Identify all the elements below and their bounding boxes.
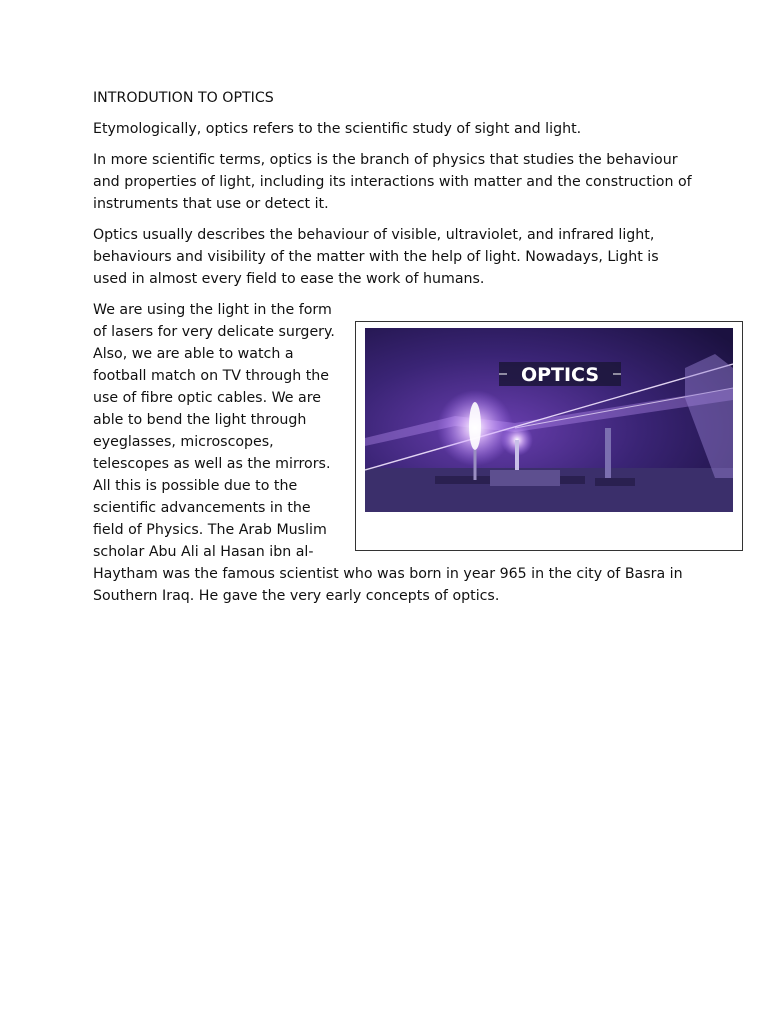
paragraph-behaviour: Optics usually describes the behaviour of visible, ultraviolet, and infrared light, behaviours and visibility of the matter with the help of light. Nowadays, Light is used in almost every field to ease the work of humans. bbox=[93, 227, 659, 287]
screen-holder bbox=[605, 428, 611, 480]
document-body bbox=[93, 87, 693, 616]
lamp-base bbox=[490, 470, 560, 486]
bulb-stand bbox=[515, 440, 519, 472]
document-title: INTRODUTION TO OPTICS bbox=[93, 90, 274, 106]
optics-figure bbox=[355, 321, 743, 551]
optics-image bbox=[365, 328, 733, 512]
lens-icon bbox=[469, 402, 481, 450]
screen-base bbox=[595, 478, 635, 486]
figure-caption: OPTICS bbox=[520, 364, 600, 386]
paragraph-etymology: Etymologically, optics refers to the scientific study of sight and light. bbox=[93, 121, 582, 137]
paragraph-definition: In more scientific terms, optics is the branch of physics that studies the behaviour and properties of light, including its interactions with matter and the construction of instruments that use or detect it. bbox=[93, 152, 692, 212]
paragraph-applications: We are using the light in the form of lasers for very delicate surgery. Also, we are able to watch a football match on TV through the use of fibre optic cables. We are able to bend the light through eyeglasses, microscopes, telescopes as well as the mirrors. All this is possible due to the scientific advancements in the field of Physics. The Arab Muslim scholar Abu Ali al Hasan ibn al-Haytham was the famous scientist who was born in year 965 in the city of Basra in Southern Iraq. He gave the very early concepts of optics. bbox=[93, 302, 683, 604]
